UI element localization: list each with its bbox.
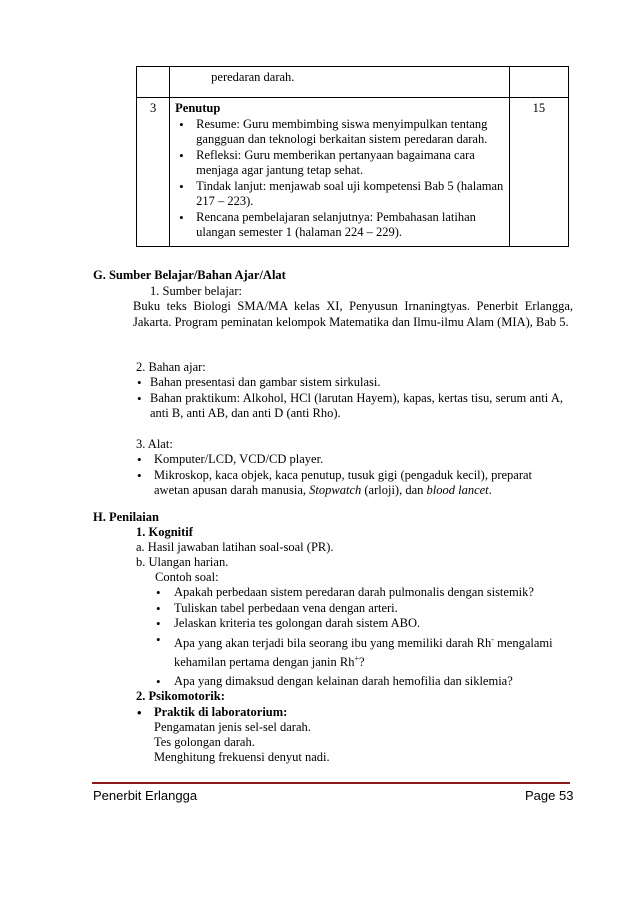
q4-text-b: mengalami kehamilan pertama dengan janin Rh — [174, 635, 553, 670]
q4-sup-minus: - — [491, 634, 494, 644]
q4-sup-plus: + — [354, 654, 360, 664]
q4-text-c: ? — [359, 655, 365, 670]
footer-page-number: Page 53 — [525, 788, 574, 803]
cell-number: 3 — [137, 98, 170, 247]
sumber-belajar-text: Buku teks Biologi SMA/MA kelas XI, Penyusun Irnaningtyas. Penerbit Erlangga, Jakarta. Program peminatan kelompok Matematika dan Ilmu-ilmu Alam (MIA), Bab 5. — [133, 299, 573, 329]
sumber-belajar-heading: 1. Sumber belajar: — [150, 284, 242, 298]
bahan-ajar-heading: 2. Bahan ajar: — [136, 360, 206, 374]
section-g-title: G. Sumber Belajar/Bahan Ajar/Alat — [93, 268, 286, 282]
bahan-ajar-list — [133, 375, 563, 422]
contoh-soal-label: Contoh soal: — [155, 570, 219, 584]
q4-text-a: Apa yang akan terjadi bila seorang ibu yang memiliki darah Rh — [174, 635, 492, 650]
list-item: • Bahan presentasi dan gambar sistem sirkulasi. — [133, 375, 563, 391]
table-row-continued — [137, 67, 569, 98]
list-item: • Refleksi: Guru memberikan pertanyaan bagaimana cara menjaga agar jantung tetap sehat. — [175, 148, 505, 179]
list-item-mikroskop — [133, 468, 563, 499]
alat-text-e: . — [488, 483, 492, 497]
list-item: • Komputer/LCD, VCD/CD player. — [133, 452, 563, 468]
question-item: • Tuliskan tabel perbedaan vena dengan arteri. — [152, 601, 572, 617]
cell-activity — [170, 98, 510, 247]
praktik-line: Tes golongan darah. — [154, 735, 255, 749]
list-item: • Resume: Guru membimbing siswa menyimpulkan tentang gangguan dan teknologi berkaitan sistem peredaran darah. — [175, 117, 505, 148]
question-item-rh — [152, 632, 572, 671]
question-item: • Apakah perbedaan sistem peredaran darah pulmonalis dengan sistemik? — [152, 585, 572, 601]
list-item: • Bahan praktikum: Alkohol, HCl (larutan Hayem), kapas, kertas tisu, serum anti A, anti B, anti AB, dan anti D (anti Rho). — [133, 391, 563, 422]
kognitif-heading: 1. Kognitif — [136, 525, 193, 539]
list-item-praktik: • Praktik di laboratorium: — [133, 705, 563, 721]
list-item: • Tindak lanjut: menjawab soal uji kompetensi Bab 5 (halaman 217 – 223). — [175, 179, 505, 210]
table-row-penutup — [137, 98, 569, 247]
cell-time: 15 — [509, 98, 568, 247]
kognitif-a: a. Hasil jawaban latihan soal-soal (PR). — [136, 540, 334, 554]
alat-heading: 3. Alat: — [136, 437, 173, 451]
alat-list — [133, 452, 563, 499]
cell-number-empty — [137, 67, 170, 98]
cell-time-empty — [509, 67, 568, 98]
psikomotorik-list — [133, 705, 563, 721]
kognitif-b: b. Ulangan harian. — [136, 555, 229, 569]
continued-text: peredaran darah. — [211, 70, 295, 84]
praktik-line: Menghitung frekuensi denyut nadi. — [154, 750, 330, 764]
question-item: • Apa yang dimaksud dengan kelainan darah hemofilia dan siklemia? — [152, 674, 572, 690]
activity-list — [175, 117, 505, 241]
lesson-activity-table — [136, 66, 569, 247]
question-list — [152, 585, 572, 689]
footer-rule — [92, 782, 570, 784]
alat-text-c: (arloji), dan — [361, 483, 427, 497]
praktik-line: Pengamatan jenis sel-sel darah. — [154, 720, 311, 734]
cell-activity-continued — [170, 67, 510, 98]
alat-text-a: Mikroskop, kaca objek, kaca penutup, tusuk gigi (pengaduk kecil), preparat awetan apusan darah manusia, — [154, 467, 533, 497]
footer-publisher: Penerbit Erlangga — [93, 788, 198, 803]
alat-stopwatch: Stopwatch — [309, 483, 362, 497]
section-h-title: H. Penilaian — [93, 510, 159, 524]
list-item: • Rencana pembelajaran selanjutnya: Pembahasan latihan ulangan semester 1 (halaman 224 – 229). — [175, 210, 505, 241]
psikomotorik-heading: 2. Psikomotorik: — [136, 689, 225, 703]
activity-title: Penutup — [175, 101, 221, 115]
question-item: • Jelaskan kriteria tes golongan darah sistem ABO. — [152, 616, 572, 632]
alat-blood-lancet: blood lancet — [426, 483, 489, 497]
